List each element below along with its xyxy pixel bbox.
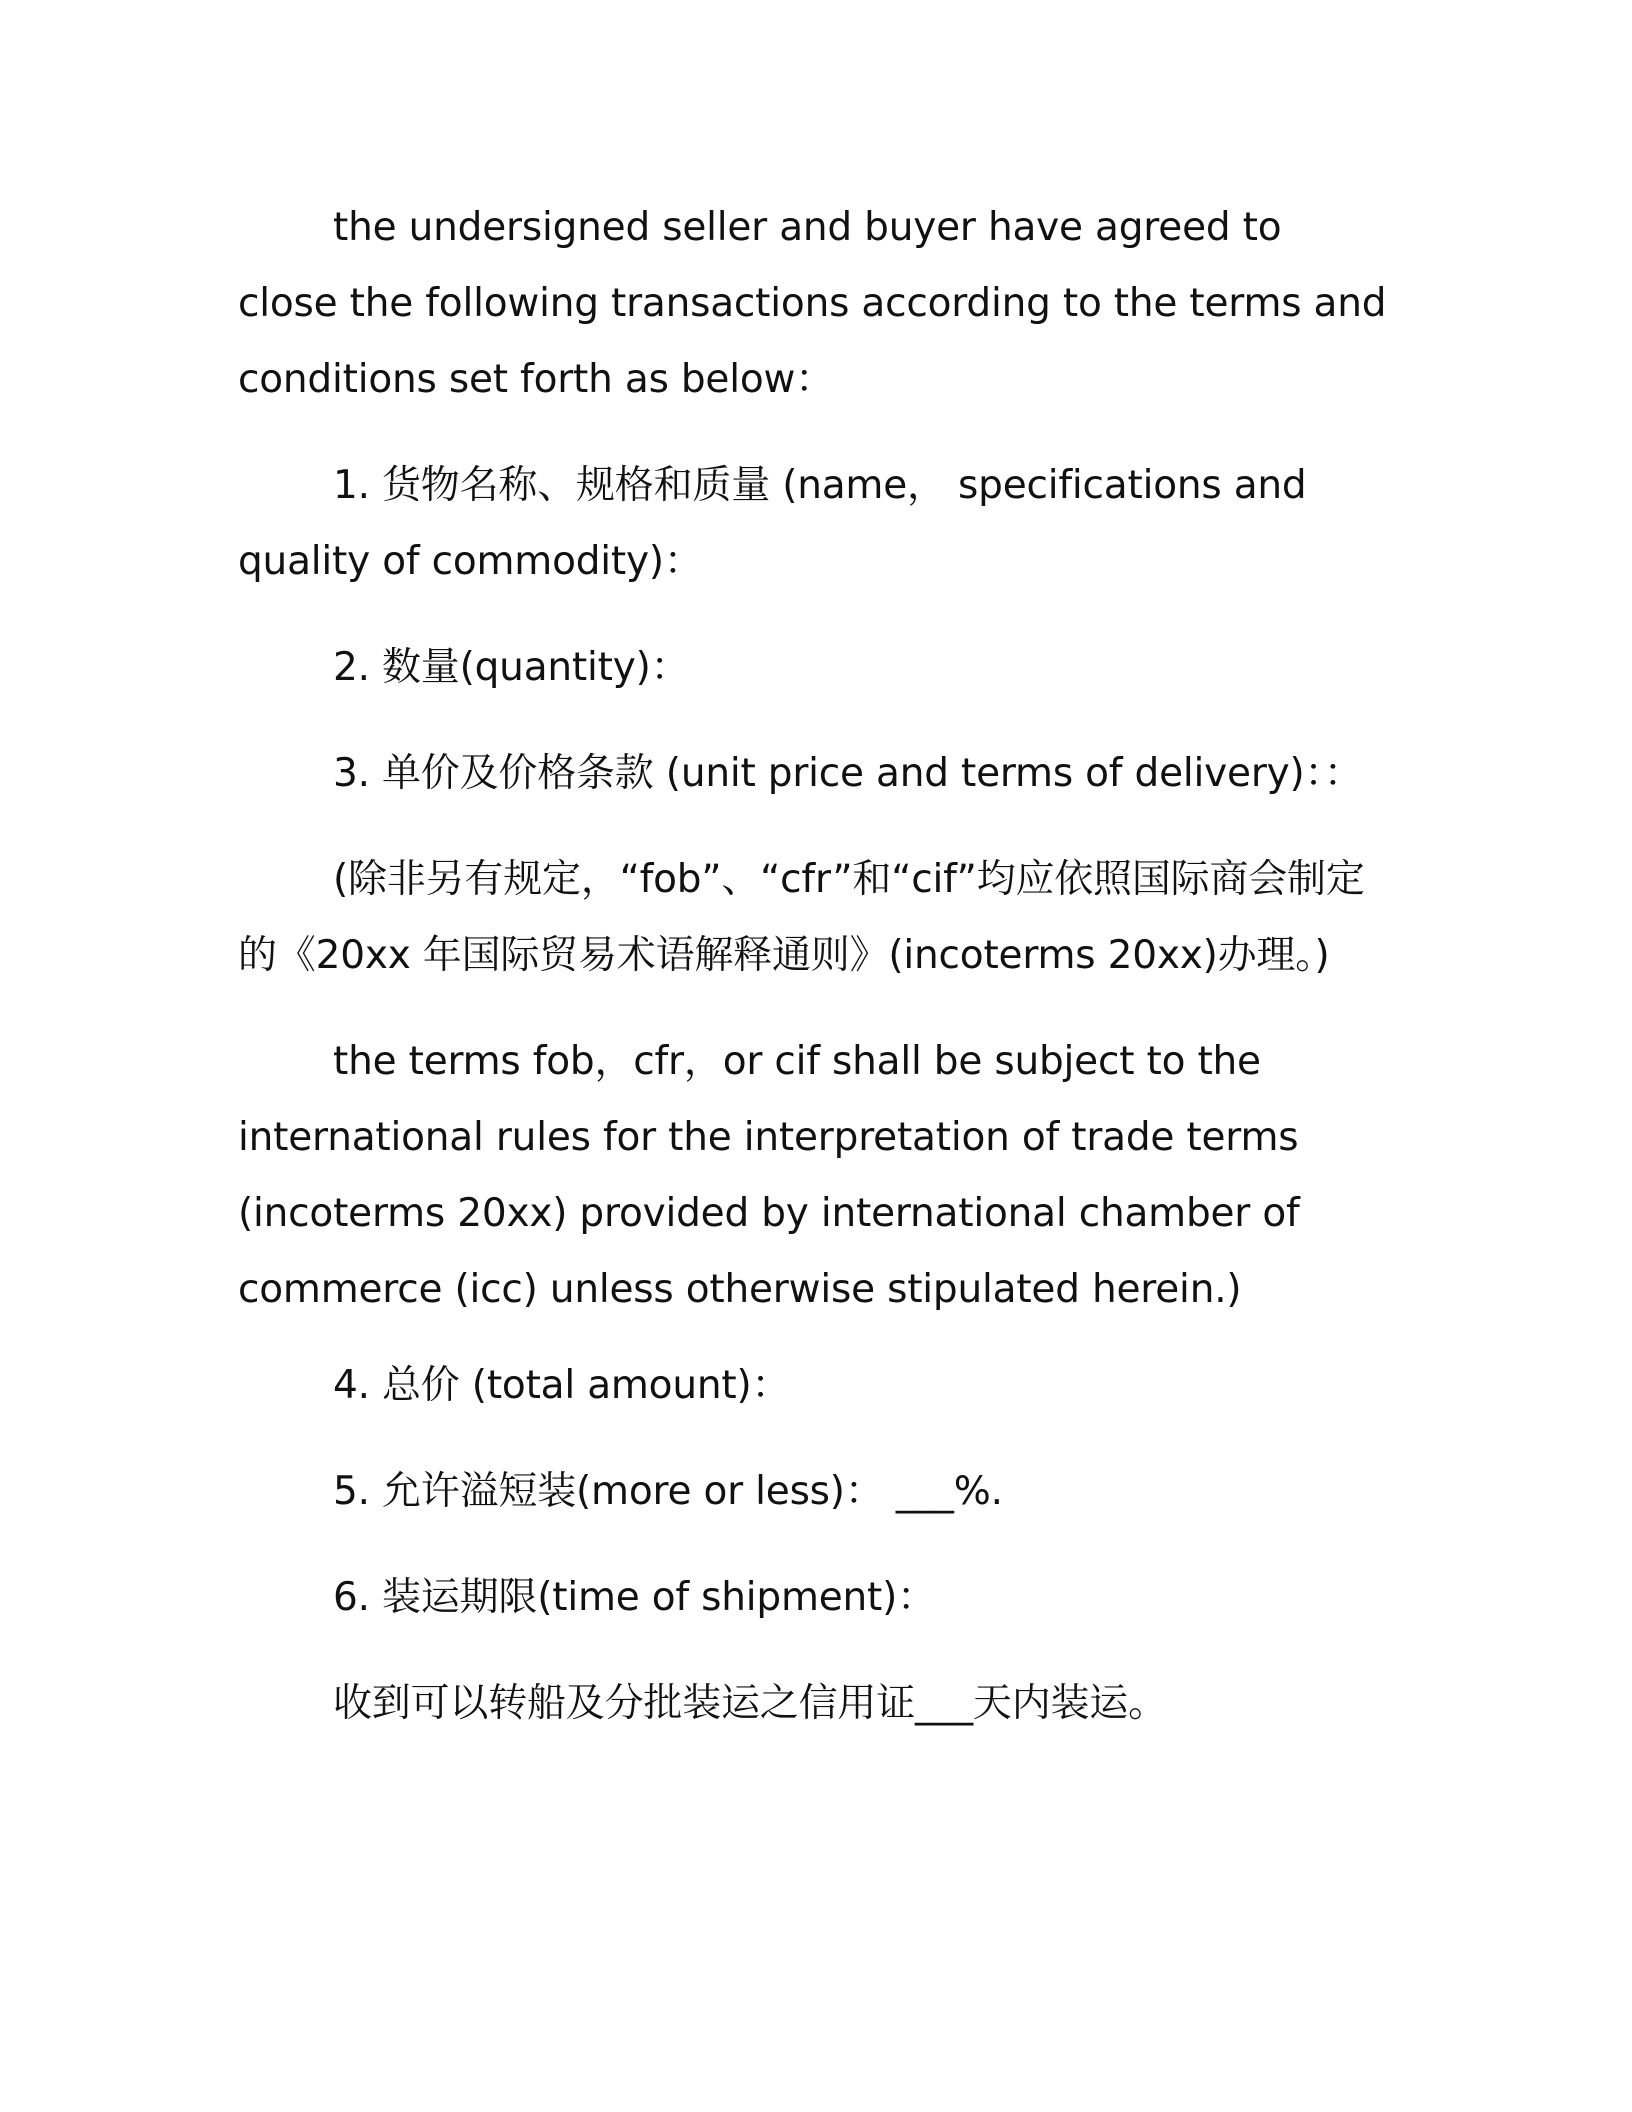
clause-2-quantity: 2. 数量(quantity)： — [333, 645, 690, 690]
document-page — [238, 190, 1388, 1742]
clause-1-name-specifications: 1. 货物名称、规格和质量 (name， specifications and quality of commodity)： — [238, 463, 1307, 584]
clause-4-total-amount: 4. 总价 (total amount)： — [333, 1363, 791, 1408]
shipment-condition: 收到可以转船及分批装运之信用证___天内装运。 — [333, 1681, 1167, 1726]
intro-paragraph: the undersigned seller and buyer have agreed to close the following transactions according to the terms and conditions set forth as below： — [238, 205, 1387, 402]
clause-6-time-of-shipment: 6. 装运期限(time of shipment)： — [333, 1575, 936, 1620]
incoterms-note-chinese: (除非另有规定，“fob”、“cfr”和“cif”均应依照国际商会制定的《20xx 年国际贸易术语解释通则》(incoterms 20xx)办理。) — [238, 857, 1365, 978]
clause-3-unit-price: 3. 单价及价格条款 (unit price and terms of delivery)：： — [333, 751, 1363, 796]
clause-5-more-or-less: 5. 允许溢短装(more or less)： ___%. — [333, 1469, 1003, 1514]
incoterms-note-english: the terms fob，cfr，or cif shall be subject to the international rules for the interpretation of trade terms (incoterms 20xx) provided by international chamber of commerce (icc) unless otherwise stipulated herein.) — [238, 1039, 1300, 1312]
